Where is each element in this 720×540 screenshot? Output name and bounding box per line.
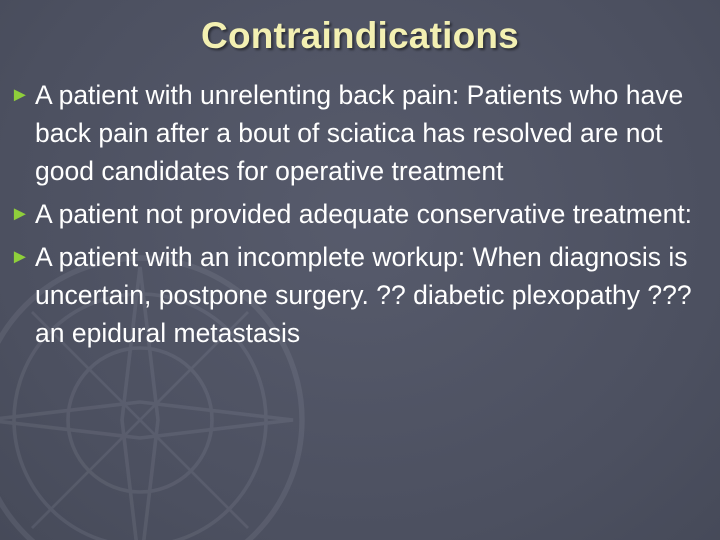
slide-title: Contraindications	[201, 15, 519, 56]
triangle-right-icon: ►	[10, 246, 30, 268]
triangle-right-icon: ►	[10, 203, 30, 225]
bullet-item	[10, 238, 705, 352]
bullet-text: A patient not provided adequate conservative treatment:	[35, 199, 693, 229]
bullet-text: A patient with unrelenting back pain: Patients who have back pain after a bout of sciatica has resolved are not good candidates for operative treatment	[35, 80, 684, 186]
bullet-item	[10, 195, 705, 233]
triangle-right-icon: ►	[10, 84, 30, 106]
bullet-list	[10, 76, 705, 357]
bullet-item	[10, 76, 705, 190]
bullet-text: A patient with an incomplete workup: When diagnosis is uncertain, postpone surgery. ?? diabetic plexopathy ??? an epidural metastasis	[35, 242, 692, 348]
